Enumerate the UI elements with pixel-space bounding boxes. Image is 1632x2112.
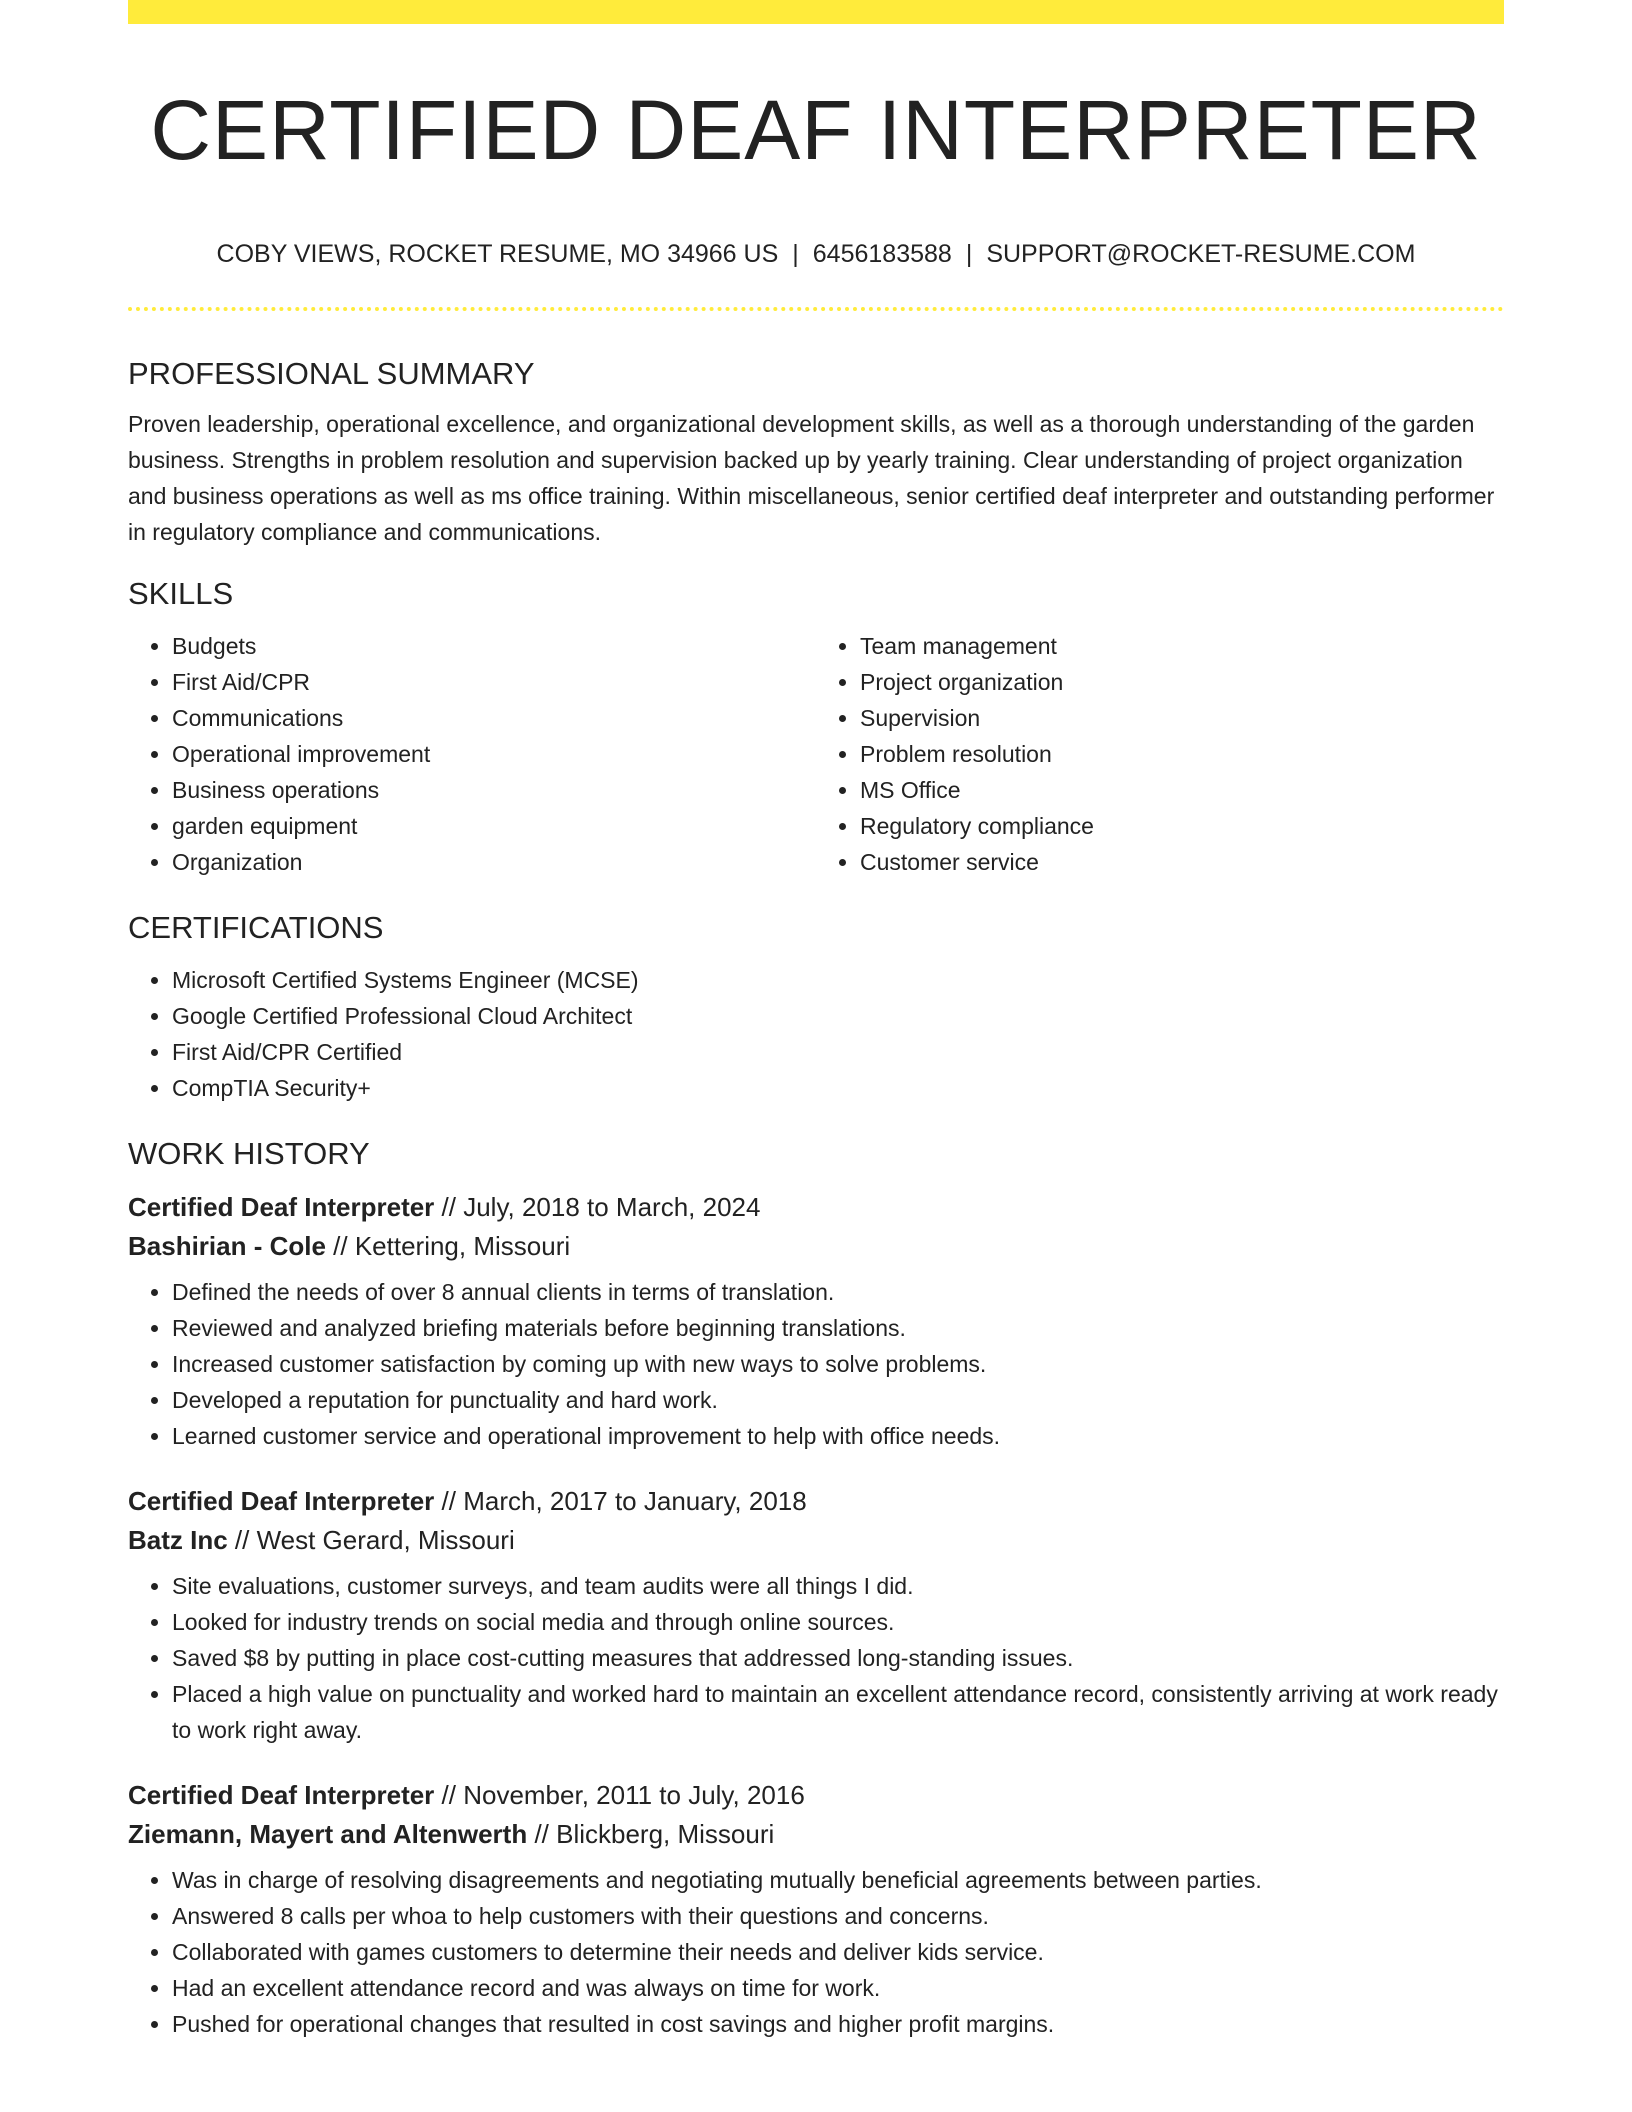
section-heading: WORK HISTORY: [128, 1136, 370, 1171]
job-title: Certified Deaf Interpreter: [128, 1486, 435, 1516]
skill-item: • First Aid/CPR: [172, 664, 816, 700]
job-entry: [128, 1776, 1504, 2042]
separator: |: [792, 240, 799, 268]
phone: 6456183588: [812, 240, 952, 268]
job-bullet: • Saved $8 by putting in place cost-cutting measures that addressed long-standing issues.: [172, 1640, 1504, 1676]
job-bullet: • Had an excellent attendance record and was always on time for work.: [172, 1970, 1504, 2006]
job-bullet: • Placed a high value on punctuality and worked hard to maintain an excellent attendance record, consistently arriving at work ready to work right away.: [172, 1676, 1504, 1748]
skills-section: [128, 570, 1504, 880]
separator: |: [965, 240, 973, 268]
job-dates: // March, 2017 to January, 2018: [434, 1486, 807, 1516]
certifications-list: [128, 962, 1504, 1106]
job-location: // Blickberg, Missouri: [527, 1819, 775, 1849]
resume-content: [128, 350, 1504, 2070]
job-bullet: • Answered 8 calls per whoa to help customers with their questions and concerns.: [172, 1898, 1504, 1934]
skill-item: • Regulatory compliance: [860, 808, 1504, 844]
job-title: Certified Deaf Interpreter: [128, 1192, 435, 1222]
skills-list-right: [816, 628, 1504, 880]
skill-item: • Problem resolution: [860, 736, 1504, 772]
job-title: Certified Deaf Interpreter: [128, 1780, 435, 1810]
skill-item: • Budgets: [172, 628, 816, 664]
job-bullet: • Looked for industry trends on social media and through online sources.: [172, 1604, 1504, 1640]
job-bullet: • Defined the needs of over 8 annual clients in terms of translation.: [172, 1274, 1504, 1310]
certification-item: • Microsoft Certified Systems Engineer (MCSE): [172, 962, 1504, 998]
resume-title: CERTIFIED DEAF INTERPRETER: [150, 83, 1482, 177]
skill-item: • Communications: [172, 700, 816, 736]
job-bullet: • Pushed for operational changes that resulted in cost savings and higher profit margins.: [172, 2006, 1504, 2042]
job-entry: [128, 1482, 1504, 1748]
job-company-line: [128, 1521, 1504, 1560]
job-bullet: • Developed a reputation for punctuality and hard work.: [172, 1382, 1504, 1418]
job-bullet: • Increased customer satisfaction by coming up with new ways to solve problems.: [172, 1346, 1504, 1382]
job-bullet: • Learned customer service and operational improvement to help with office needs.: [172, 1418, 1504, 1454]
skill-item: • Organization: [172, 844, 816, 880]
certification-item: • Google Certified Professional Cloud Architect: [172, 998, 1504, 1034]
skill-item: • Team management: [860, 628, 1504, 664]
job-company: Batz Inc: [128, 1525, 228, 1555]
certifications-section: [128, 904, 1504, 1106]
summary-section: [128, 350, 1504, 550]
job-location: // West Gerard, Missouri: [227, 1525, 515, 1555]
skill-item: • Operational improvement: [172, 736, 816, 772]
section-heading: CERTIFICATIONS: [128, 910, 384, 945]
job-bullets: [128, 1274, 1504, 1454]
skill-item: • Project organization: [860, 664, 1504, 700]
job-bullet: • Reviewed and analyzed briefing materials before beginning translations.: [172, 1310, 1504, 1346]
job-location: // Kettering, Missouri: [325, 1231, 571, 1261]
skill-item: • Customer service: [860, 844, 1504, 880]
address: COBY VIEWS, ROCKET RESUME, MO 34966 US: [216, 240, 779, 268]
job-bullet: • Was in charge of resolving disagreements and negotiating mutually beneficial agreements between parties.: [172, 1862, 1504, 1898]
section-heading: SKILLS: [128, 576, 234, 611]
job-company-line: [128, 1227, 1504, 1266]
dotted-divider: [128, 307, 1504, 311]
job-dates: // July, 2018 to March, 2024: [434, 1192, 761, 1222]
certification-item: • First Aid/CPR Certified: [172, 1034, 1504, 1070]
job-company: Bashirian - Cole: [128, 1231, 326, 1261]
skill-item: • Supervision: [860, 700, 1504, 736]
skills-list-left: [128, 628, 816, 880]
job-title-line: [128, 1776, 1504, 1815]
contact-line: [128, 236, 1504, 272]
job-company-line: [128, 1815, 1504, 1854]
job-dates: // November, 2011 to July, 2016: [434, 1780, 805, 1810]
work-history-section: [128, 1130, 1504, 2042]
job-title-line: [128, 1482, 1504, 1521]
skill-item: • Business operations: [172, 772, 816, 808]
job-bullets: [128, 1862, 1504, 2042]
job-bullets: [128, 1568, 1504, 1748]
top-accent-bar: [128, 0, 1504, 24]
section-heading: PROFESSIONAL SUMMARY: [128, 356, 535, 391]
job-bullet: • Site evaluations, customer surveys, and team audits were all things I did.: [172, 1568, 1504, 1604]
job-bullet: • Collaborated with games customers to determine their needs and deliver kids service.: [172, 1934, 1504, 1970]
skills-columns: [128, 628, 1504, 880]
skill-item: • MS Office: [860, 772, 1504, 808]
skill-item: • garden equipment: [172, 808, 816, 844]
job-company: Ziemann, Mayert and Altenwerth: [128, 1819, 528, 1849]
summary-text: Proven leadership, operational excellence, and organizational development skills, as well as a thorough understanding of the garden business. Strengths in problem resolution and supervision backed up by yearly training. Clear understanding of project organization and business operations as well as ms office training. Within miscellaneous, senior certified deaf interpreter and outstanding performer in regulatory compliance and communications.: [128, 411, 1495, 545]
certification-item: • CompTIA Security+: [172, 1070, 1504, 1106]
email: SUPPORT@ROCKET-RESUME.COM: [986, 240, 1416, 268]
job-entry: [128, 1188, 1504, 1454]
job-title-line: [128, 1188, 1504, 1227]
